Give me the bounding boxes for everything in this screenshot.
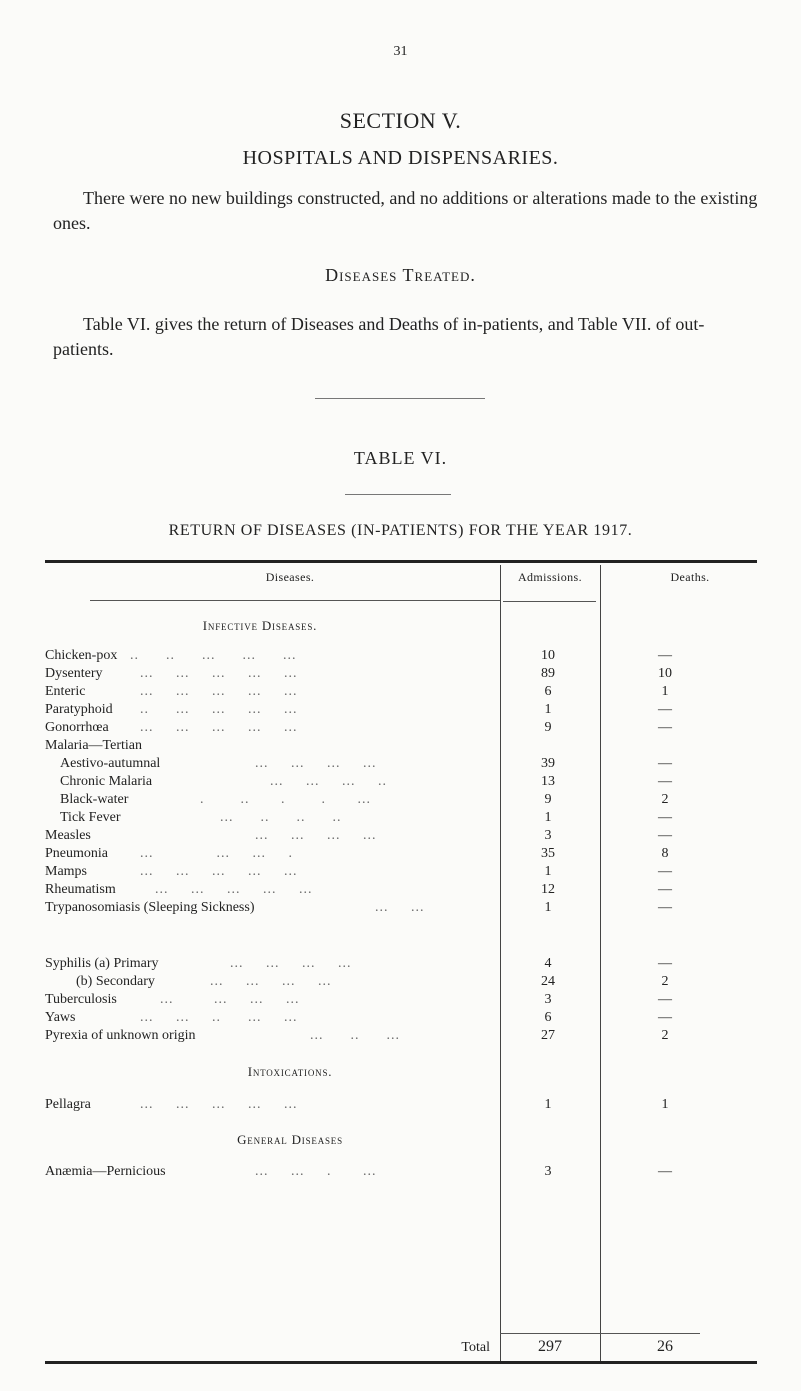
table-row [0, 738, 801, 754]
admissions-value: 10 [541, 648, 555, 663]
disease-name: Enteric [45, 684, 86, 699]
leader-dots: ... ... ... ... ... [140, 720, 298, 735]
leader-dots: ... ... ... ... [230, 956, 352, 971]
admissions-value: 1 [544, 864, 552, 879]
admissions-value: 12 [541, 882, 555, 897]
column-header-deaths: Deaths. [670, 570, 710, 584]
deaths-value: — [658, 882, 672, 897]
table-row [0, 846, 801, 862]
leader-dots: ... ... ... ... ... [140, 684, 298, 699]
leader-dots: ... ... ... . [140, 846, 293, 861]
admissions-value: 3 [544, 1164, 552, 1179]
disease-name: Yaws [45, 1010, 76, 1025]
deaths-value: — [658, 810, 672, 825]
table-bottom-rule [45, 1361, 757, 1364]
deaths-value: — [658, 956, 672, 971]
leader-dots: ... ... [375, 900, 425, 915]
disease-name: Anæmia—Pernicious [45, 1164, 166, 1179]
deaths-value: 2 [661, 792, 669, 807]
disease-name: Chronic Malaria [60, 774, 153, 789]
table-row [0, 1010, 801, 1026]
deaths-value: — [658, 1010, 672, 1025]
deaths-value: 1 [661, 1097, 669, 1112]
table-row [0, 666, 801, 682]
disease-name: Measles [45, 828, 91, 843]
admissions-value: 4 [544, 956, 552, 971]
table-row [0, 810, 801, 826]
table-row [0, 756, 801, 772]
table-description-paragraph: Table VI. gives the return of Diseases and Deaths of in-patients, and Table VII. of out-patients. [53, 314, 705, 359]
deaths-value: — [658, 648, 672, 663]
table-title: TABLE VI. [353, 448, 448, 468]
intro-paragraph: There were no new buildings constructed, and no additions or alterations made to the existing ones. [53, 188, 758, 233]
header-rule-admissions [503, 601, 596, 602]
table-row [0, 956, 801, 972]
group-heading-intoxications: Intoxications. [247, 1064, 333, 1079]
disease-name: Rheumatism [45, 882, 116, 897]
column-header-diseases: Diseases. [265, 570, 315, 584]
leader-dots: ... ... ... ... ... [140, 1097, 298, 1112]
deaths-value: — [658, 992, 672, 1007]
disease-name: (b) Secondary [76, 974, 155, 989]
disease-name: Pellagra [45, 1097, 91, 1112]
deaths-value: — [658, 756, 672, 771]
admissions-value: 6 [544, 684, 552, 699]
chapter-title: HOSPITALS AND DISPENSARIES. [242, 147, 559, 169]
table-row [0, 1097, 801, 1113]
admissions-value: 9 [544, 720, 552, 735]
title-divider [345, 494, 451, 495]
table-row [0, 900, 801, 916]
disease-name: Chicken-pox [45, 648, 118, 663]
table-row [0, 882, 801, 898]
admissions-value: 89 [541, 666, 555, 681]
disease-name: Mamps [45, 864, 87, 879]
deaths-value: — [658, 774, 672, 789]
deaths-value: 10 [658, 666, 672, 681]
disease-name: Paratyphoid [45, 702, 113, 717]
disease-name: Malaria—Tertian [45, 738, 142, 753]
admissions-value: 27 [541, 1028, 555, 1043]
total-label: Total [461, 1340, 490, 1355]
disease-name: Tick Fever [60, 810, 121, 825]
table-row [0, 864, 801, 880]
page-number: 31 [393, 44, 408, 59]
admissions-value: 24 [541, 974, 555, 989]
admissions-value: 6 [544, 1010, 552, 1025]
leader-dots: . .. . . ... [200, 792, 371, 807]
table-row [0, 684, 801, 700]
disease-name: Trypanosomiasis (Sleeping Sickness) [45, 900, 255, 915]
section-title: SECTION V. [339, 108, 462, 133]
table-row [0, 992, 801, 1008]
leader-dots: ... ... ... ... [160, 992, 300, 1007]
admissions-value: 35 [541, 846, 555, 861]
disease-name: Gonorrhœa [45, 720, 109, 735]
deaths-value: — [658, 864, 672, 879]
leader-dots: ... ... ... .. [270, 774, 387, 789]
table-row [0, 702, 801, 718]
admissions-value: 1 [544, 810, 552, 825]
total-admissions: 297 [538, 1338, 562, 1355]
leader-dots: ... ... ... ... ... [140, 864, 298, 879]
total-deaths: 26 [657, 1338, 673, 1355]
deaths-value: — [658, 1164, 672, 1179]
table-row [0, 1164, 801, 1180]
group-heading-general: General Diseases [237, 1132, 343, 1147]
table-row [0, 828, 801, 844]
table-top-rule [45, 560, 757, 563]
deaths-value: 1 [661, 684, 669, 699]
return-title: RETURN OF DISEASES (IN-PATIENTS) FOR THE YEAR 1917. [168, 522, 633, 539]
leader-dots: ... ... ... ... ... [140, 666, 298, 681]
leader-dots: ... ... ... ... ... [155, 882, 313, 897]
deaths-value: 2 [661, 1028, 669, 1043]
leader-dots: ... ... ... ... [210, 974, 332, 989]
deaths-value: 2 [661, 974, 669, 989]
leader-dots: ... ... ... ... [255, 828, 377, 843]
leader-dots: .. ... ... ... ... [140, 702, 298, 717]
table-row [0, 774, 801, 790]
column-header-admissions: Admissions. [517, 570, 583, 584]
leader-dots: ... ... ... ... [255, 756, 377, 771]
admissions-value: 3 [544, 828, 552, 843]
leader-dots: ... ... .. ... ... [140, 1010, 298, 1025]
admissions-value: 1 [544, 1097, 552, 1112]
admissions-value: 3 [544, 992, 552, 1007]
admissions-value: 13 [541, 774, 555, 789]
leader-dots: ... .. .. .. [220, 810, 342, 825]
disease-name: Aestivo-autumnal [60, 756, 161, 771]
leader-dots: .. .. ... ... ... [130, 648, 297, 663]
deaths-value: — [658, 720, 672, 735]
disease-name: Pyrexia of unknown origin [45, 1028, 196, 1043]
disease-name: Syphilis (a) Primary [45, 956, 159, 971]
table-row [0, 792, 801, 808]
deaths-value: — [658, 900, 672, 915]
deaths-value: — [658, 828, 672, 843]
diseases-treated-heading: Diseases Treated. [325, 265, 476, 285]
total-rule-deaths [600, 1333, 700, 1334]
disease-name: Dysentery [45, 666, 103, 681]
admissions-value: 1 [544, 702, 552, 717]
admissions-value: 39 [541, 756, 555, 771]
header-rule-diseases [90, 600, 500, 601]
total-rule-admissions [500, 1333, 600, 1334]
deaths-value: — [658, 702, 672, 717]
deaths-value: 8 [661, 846, 669, 861]
disease-name: Tuberculosis [45, 992, 117, 1007]
table-row [0, 974, 801, 990]
admissions-value: 9 [544, 792, 552, 807]
table-row [0, 1028, 801, 1044]
admissions-value: 1 [544, 900, 552, 915]
table-row [0, 720, 801, 736]
table-row [0, 648, 801, 664]
leader-dots: ... ... . ... [255, 1164, 377, 1179]
disease-name: Pneumonia [45, 846, 108, 861]
section-divider [315, 398, 485, 399]
disease-name: Black-water [60, 792, 129, 807]
group-heading-infective: Infective Diseases. [202, 618, 318, 633]
leader-dots: ... .. ... [310, 1028, 400, 1043]
